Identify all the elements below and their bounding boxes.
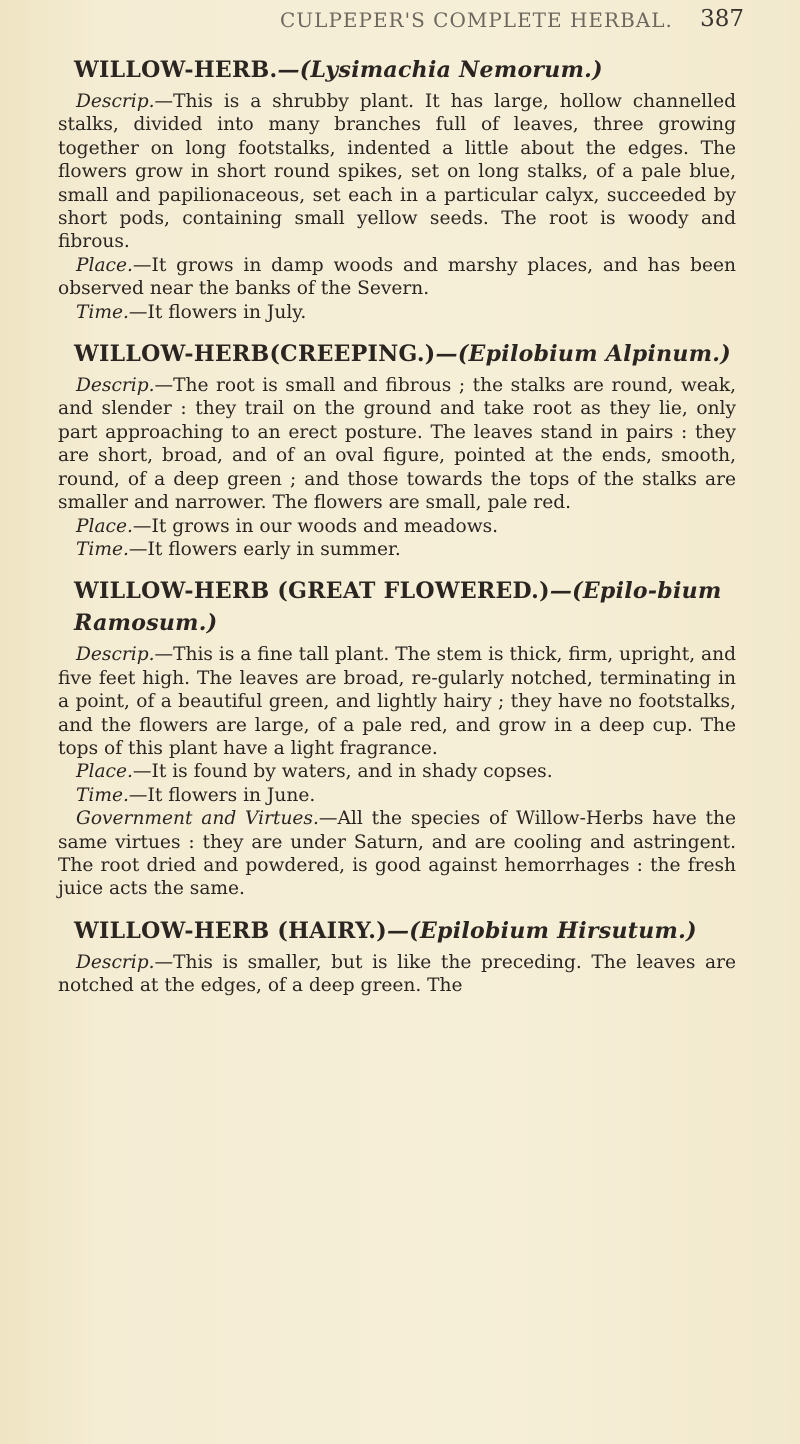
paragraph-label: Place. [76,761,133,783]
paragraph-label: Descrip. [76,375,155,397]
paragraph-text: —This is smaller, but is like the preceding. The leaves are notched at the edges, of a deep green. The [58,951,736,997]
entry-heading [74,338,736,370]
latin-name: —(Epilo-bium Ramosum.) [74,578,722,637]
time-paragraph [58,301,736,324]
virtues-paragraph [58,807,736,901]
latin-name: —(Epilobium Alpinum.) [435,341,731,368]
paragraph-text: —It grows in damp woods and marshy places, and has been observed near the banks of the Severn. [58,254,736,300]
entry-willow-herb-great-flowered [58,575,736,900]
time-paragraph [58,784,736,807]
place-paragraph [58,515,736,538]
paragraph-text: —It flowers in June. [128,784,316,806]
paragraph-label: Descrip. [76,91,155,112]
paragraph-label: Time. [76,784,129,806]
paragraph-text: —It flowers early in summer. [128,538,401,560]
heading-title: WILLOW-HERB (GREAT FLOWERED.) [74,578,550,605]
paragraph-label: Descrip. [76,951,155,973]
entry-heading [74,575,736,639]
description-paragraph [58,643,736,760]
paragraph-label: Place. [76,515,133,537]
paragraph-label: Government and Virtues. [76,808,319,830]
paragraph-text: —This is a shrubby plant. It has large, hollow channelled stalks, divided into many branches full of leaves, three growing together on long footstalks, indented a little about the edges. The flowers grow in short round spikes, set on long stalks, of a pale blue, small and papilionaceous, set each in a particular calyx, succeeded by short pods, containing small yellow seeds. The root is woody and fibrous. [58,91,736,253]
paragraph-text: —It grows in our woods and meadows. [132,515,499,537]
entry-willow-herb-hairy [58,915,736,998]
paragraph-label: Place. [76,254,133,276]
heading-title: WILLOW-HERB. [74,57,278,83]
entry-heading [74,915,736,947]
paragraph-label: Descrip. [76,644,155,666]
paragraph-text: —It is found by waters, and in shady copses. [132,761,553,783]
latin-name: —(Epilobium Hirsutum.) [386,917,697,944]
heading-title: WILLOW-HERB(CREEPING.) [74,341,436,368]
paragraph-text: —It flowers in July. [128,301,307,323]
entry-heading [74,54,736,86]
running-head [58,0,744,56]
paragraph-label: Time. [76,301,129,323]
description-paragraph [58,951,736,998]
time-paragraph [58,538,736,561]
place-paragraph [58,760,736,783]
entry-willow-herb [58,54,736,324]
place-paragraph [58,254,736,301]
paragraph-text: —The root is small and fibrous ; the stalks are round, weak, and slender : they trail on the ground and take root as they lie, only part approaching to an erect posture. The leaves stand in pairs : they are short, broad, and of an oval figure, pointed at the ends, smooth, round, of a deep green ; and those towards the tops of the stalks are smaller and narrower. The flowers are small, pale red. [58,375,736,514]
description-paragraph [58,374,736,514]
entry-willow-herb-creeping [58,338,736,561]
running-title: CULPEPER'S COMPLETE HERBAL. [280,8,673,32]
page-number: 387 [700,6,744,32]
description-paragraph [58,90,736,254]
heading-title: WILLOW-HERB (HAIRY.) [74,917,387,944]
paragraph-label: Time. [76,538,129,560]
paragraph-text: —This is a fine tall plant. The stem is thick, firm, upright, and five feet high. The leaves are broad, re-gularly notched, terminating in a point, of a beautiful green, and lightly hairy ; they have no footstalks, and the flowers are large, of a pale red, and grow in a deep cup. The tops of this plant have a light fragrance. [58,644,736,759]
paragraph-text: —All the species of Willow-Herbs have the same virtues : they are under Saturn, and are cooling and astringent. The root dried and powdered, is good against hemorrhages : the fresh juice acts the same. [58,808,736,900]
latin-name: —(Lysimachia Nemorum.) [277,57,603,83]
